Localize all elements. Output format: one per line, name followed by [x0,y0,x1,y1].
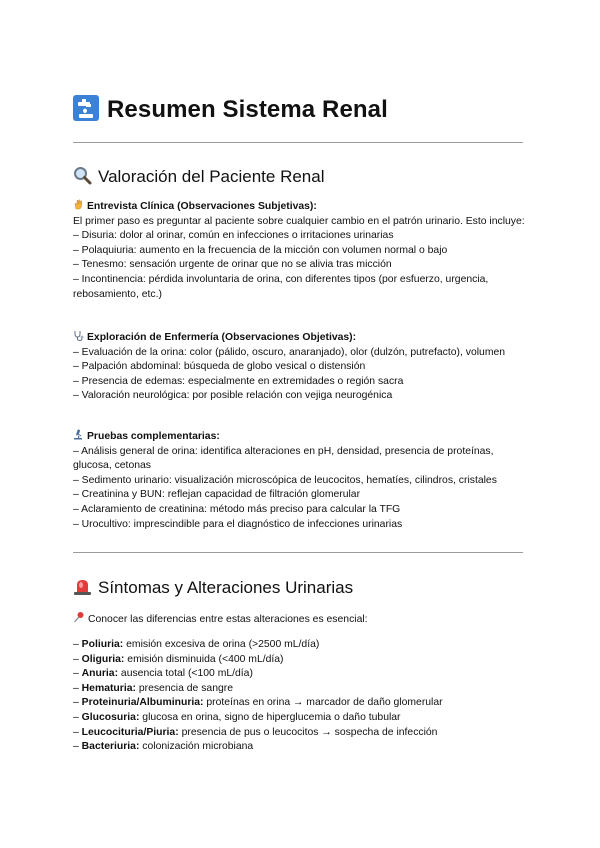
list-item: – Tenesmo: sensación urgente de orinar que no se alivia tras micción [73,259,392,271]
note-text: Conocer las diferencias entre estas alteraciones es esencial: [88,614,368,625]
potable-water-icon [73,95,99,121]
term: Hematuria: [81,682,136,694]
subjective-block [73,199,528,302]
term: Oliguria: [81,653,125,665]
term: Anuria: [81,668,119,680]
rotating-light-icon [73,577,92,596]
term: Glucosuria: [81,711,140,723]
section-heading-text: Síntomas y Alteraciones Urinarias [98,578,354,597]
tests-block [73,429,528,532]
list-item: – Leucocituria/Piuria: presencia de pus o leucocitos → sospecha de infección [73,726,438,738]
section-heading-sintomas [73,577,353,598]
note-line [73,611,528,628]
subsection-heading: Entrevista Clínica (Observaciones Subjetivas): [73,199,528,215]
term: Bacteriuria: [81,741,140,753]
divider [73,142,523,143]
list-item: – Presencia de edemas: especialmente en extremidades o región sacra [73,375,404,387]
list-item: – Glucosuria: glucosa en orina, signo de hiperglucemia o daño tubular [73,711,401,723]
page-title [73,95,388,124]
term: Leucocituria/Piuria: [81,726,179,738]
list-item: – Poliuria: emisión excesiva de orina (>2500 mL/día) [73,639,320,650]
list-item: – Palpación abdominal: búsqueda de globo vesical o distensión [73,361,366,373]
hand-icon [73,199,84,210]
microscope-icon [73,429,84,440]
list-item: – Incontinencia: pérdida involuntaria de orina, con diferentes tipos (por esfuerzo, urgencia, rebosamiento, etc.) [73,273,489,300]
page-title-text: Resumen Sistema Renal [107,96,388,123]
stethoscope-icon [73,330,84,341]
list-item: – Proteinuria/Albuminuria: proteínas en orina → marcador de daño glomerular [73,697,443,709]
term: Poliuria: [81,639,124,650]
list-item: – Urocultivo: imprescindible para el diagnóstico de infecciones urinarias [73,518,403,530]
list-item: – Evaluación de la orina: color (pálido, oscuro, anaranjado), olor (dulzón, putrefacto), volumen [73,346,506,358]
list-item: – Sedimento urinario: visualización microscópica de leucocitos, hematíes, cilindros, cristales [73,474,497,486]
list-item: – Hematuria: presencia de sangre [73,682,233,694]
list-item: – Bacteriuria: colonización microbiana [73,741,254,753]
pushpin-icon [73,611,85,623]
list-item: – Polaquiuria: aumento en la frecuencia de la micción con volumen normal o bajo [73,244,448,256]
list-item: – Disuria: dolor al orinar, común en infecciones o irritaciones urinarias [73,230,394,242]
magnifier-icon [73,166,92,185]
list-item: – Aclaramiento de creatinina: método más preciso para calcular la TFG [73,503,401,515]
objective-block [73,330,528,404]
list-item: – Valoración neurológica: por posible relación con vejiga neurogénica [73,390,393,402]
list-item: – Análisis general de orina: identifica alteraciones en pH, densidad, presencia de proteínas, glucosa, cetonas [73,445,494,472]
term: Proteinuria/Albuminuria: [81,697,204,709]
list-item: – Anuria: ausencia total (<100 mL/día) [73,668,253,680]
section-heading-text: Valoración del Paciente Renal [98,167,325,186]
subsection-heading: Pruebas complementarias: [73,429,528,445]
list-item: – Oliguria: emisión disminuida (<400 mL/día) [73,653,284,665]
list-item: – Creatinina y BUN: reflejan capacidad de filtración glomerular [73,489,361,501]
section-heading-valoracion [73,166,325,187]
paragraph-intro: El primer paso es preguntar al paciente sobre cualquier cambio en el patrón urinario. Esto incluye: [73,215,525,227]
subsection-heading: Exploración de Enfermería (Observaciones Objetivas): [73,330,528,346]
divider [73,552,523,553]
alterations-list [73,638,528,755]
